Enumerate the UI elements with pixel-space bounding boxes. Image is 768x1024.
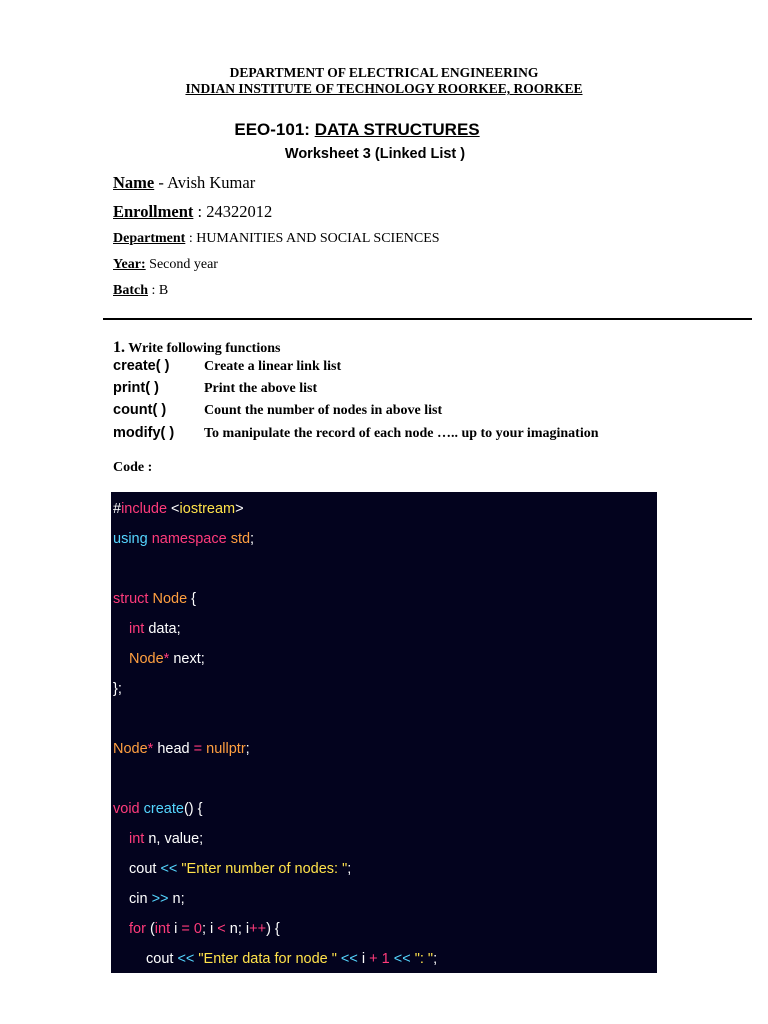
code-token: +: [369, 951, 378, 967]
code-token: int: [154, 921, 171, 937]
code-line: [146, 949, 437, 969]
code-token: {: [187, 591, 197, 607]
code-token: ;: [347, 861, 352, 877]
code-label: Code :: [113, 460, 153, 475]
code-line: [129, 619, 181, 639]
code-line: [129, 649, 205, 669]
department-header: [0, 65, 768, 97]
code-line: [113, 529, 254, 549]
code-token: <<: [340, 951, 358, 967]
code-token: ;: [433, 951, 438, 967]
code-token: void: [113, 801, 140, 817]
code-token: cout: [146, 951, 178, 967]
student-year: [113, 257, 218, 273]
batch-label: Batch: [113, 283, 148, 298]
code-token: n;: [168, 891, 185, 907]
institute-name: INDIAN INSTITUTE OF TECHNOLOGY ROORKEE, ROORKEE: [185, 81, 583, 96]
code-token: ;: [250, 531, 255, 547]
name-value: - Avish Kumar: [158, 173, 256, 192]
code-token: ; i: [201, 921, 218, 937]
code-token: struct: [113, 591, 149, 607]
code-token: 1: [381, 951, 390, 967]
code-line: [129, 859, 351, 879]
student-batch: [113, 283, 168, 299]
code-token: >>: [151, 891, 169, 907]
code-token: int: [129, 621, 145, 637]
code-token: *: [163, 651, 170, 667]
student-name: [113, 173, 255, 193]
code-line: [113, 799, 202, 819]
code-token: int: [129, 831, 145, 847]
batch-value: : B: [151, 283, 169, 298]
code-token: include: [121, 501, 168, 517]
code-line: [129, 889, 185, 909]
code-token: <<: [393, 951, 411, 967]
code-token: "Enter number of nodes: ": [181, 861, 348, 877]
department-name: DEPARTMENT OF ELECTRICAL ENGINEERING: [229, 65, 539, 80]
department-label: Department: [113, 231, 186, 246]
code-token: n; i: [225, 921, 250, 937]
code-token: i: [170, 921, 182, 937]
code-token: <<: [160, 861, 178, 877]
function-desc: Count the number of nodes in above list: [204, 403, 443, 418]
code-token: data;: [144, 621, 181, 637]
student-enrollment: [113, 202, 272, 222]
code-token: =: [181, 921, 190, 937]
code-token: (: [145, 921, 155, 937]
code-token: ++: [249, 921, 267, 937]
code-token: using: [113, 531, 148, 547]
question-heading: [113, 339, 280, 357]
course-code: EEO-101:: [234, 120, 310, 139]
question-prompt: Write following functions: [128, 341, 281, 356]
function-name: modify( ): [113, 425, 175, 441]
code-token: std: [230, 531, 251, 547]
enrollment-value: : 24322012: [197, 202, 273, 221]
name-label: Name: [113, 173, 155, 192]
code-line: [113, 679, 122, 699]
code-line: [113, 499, 244, 519]
code-token: iostream: [179, 501, 236, 517]
code-token: cout: [129, 861, 161, 877]
code-line: [113, 589, 196, 609]
divider: [103, 318, 752, 320]
code-token: =: [193, 741, 203, 757]
enrollment-label: Enrollment: [113, 202, 194, 221]
code-token: *: [147, 741, 154, 757]
code-token: for: [129, 921, 146, 937]
function-desc: To manipulate the record of each node ….. up to your imagination: [204, 426, 599, 441]
code-line: [129, 829, 203, 849]
course-title: [0, 120, 714, 140]
question-number: 1.: [113, 339, 125, 356]
course-name: DATA STRUCTURES: [314, 120, 480, 139]
code-line: [113, 739, 250, 759]
code-token: >: [235, 501, 244, 517]
code-token: <: [217, 921, 226, 937]
student-department: [113, 231, 440, 247]
code-line: [129, 919, 280, 939]
code-token: namespace: [151, 531, 227, 547]
code-token: ;: [245, 741, 250, 757]
code-token: <<: [177, 951, 195, 967]
year-label: Year:: [113, 257, 146, 272]
department-value: : HUMANITIES AND SOCIAL SCIENCES: [188, 231, 440, 246]
code-token: };: [113, 681, 122, 697]
function-name: print( ): [113, 380, 159, 396]
code-token: Node: [129, 651, 164, 667]
code-token: nullptr: [206, 741, 246, 757]
code-token: #: [113, 501, 122, 517]
code-token: head: [153, 741, 194, 757]
code-token: 0: [193, 921, 202, 937]
code-token: "Enter data for node ": [198, 951, 337, 967]
code-token: i: [357, 951, 370, 967]
code-token: create: [143, 801, 184, 817]
code-token: () {: [183, 801, 203, 817]
code-token: ": ": [414, 951, 434, 967]
worksheet-title: Worksheet 3 (Linked List ): [284, 146, 466, 162]
code-token: ) {: [266, 921, 280, 937]
code-block: [111, 492, 657, 973]
code-token: Node: [113, 741, 148, 757]
function-name: count( ): [113, 402, 167, 418]
code-token: next;: [169, 651, 205, 667]
year-value: Second year: [149, 257, 218, 272]
code-token: n, value;: [144, 831, 204, 847]
code-token: <: [167, 501, 180, 517]
code-token: Node: [152, 591, 188, 607]
function-desc: Create a linear link list: [204, 359, 342, 374]
code-token: cin: [129, 891, 152, 907]
function-name: create( ): [113, 358, 170, 374]
function-desc: Print the above list: [204, 381, 318, 396]
